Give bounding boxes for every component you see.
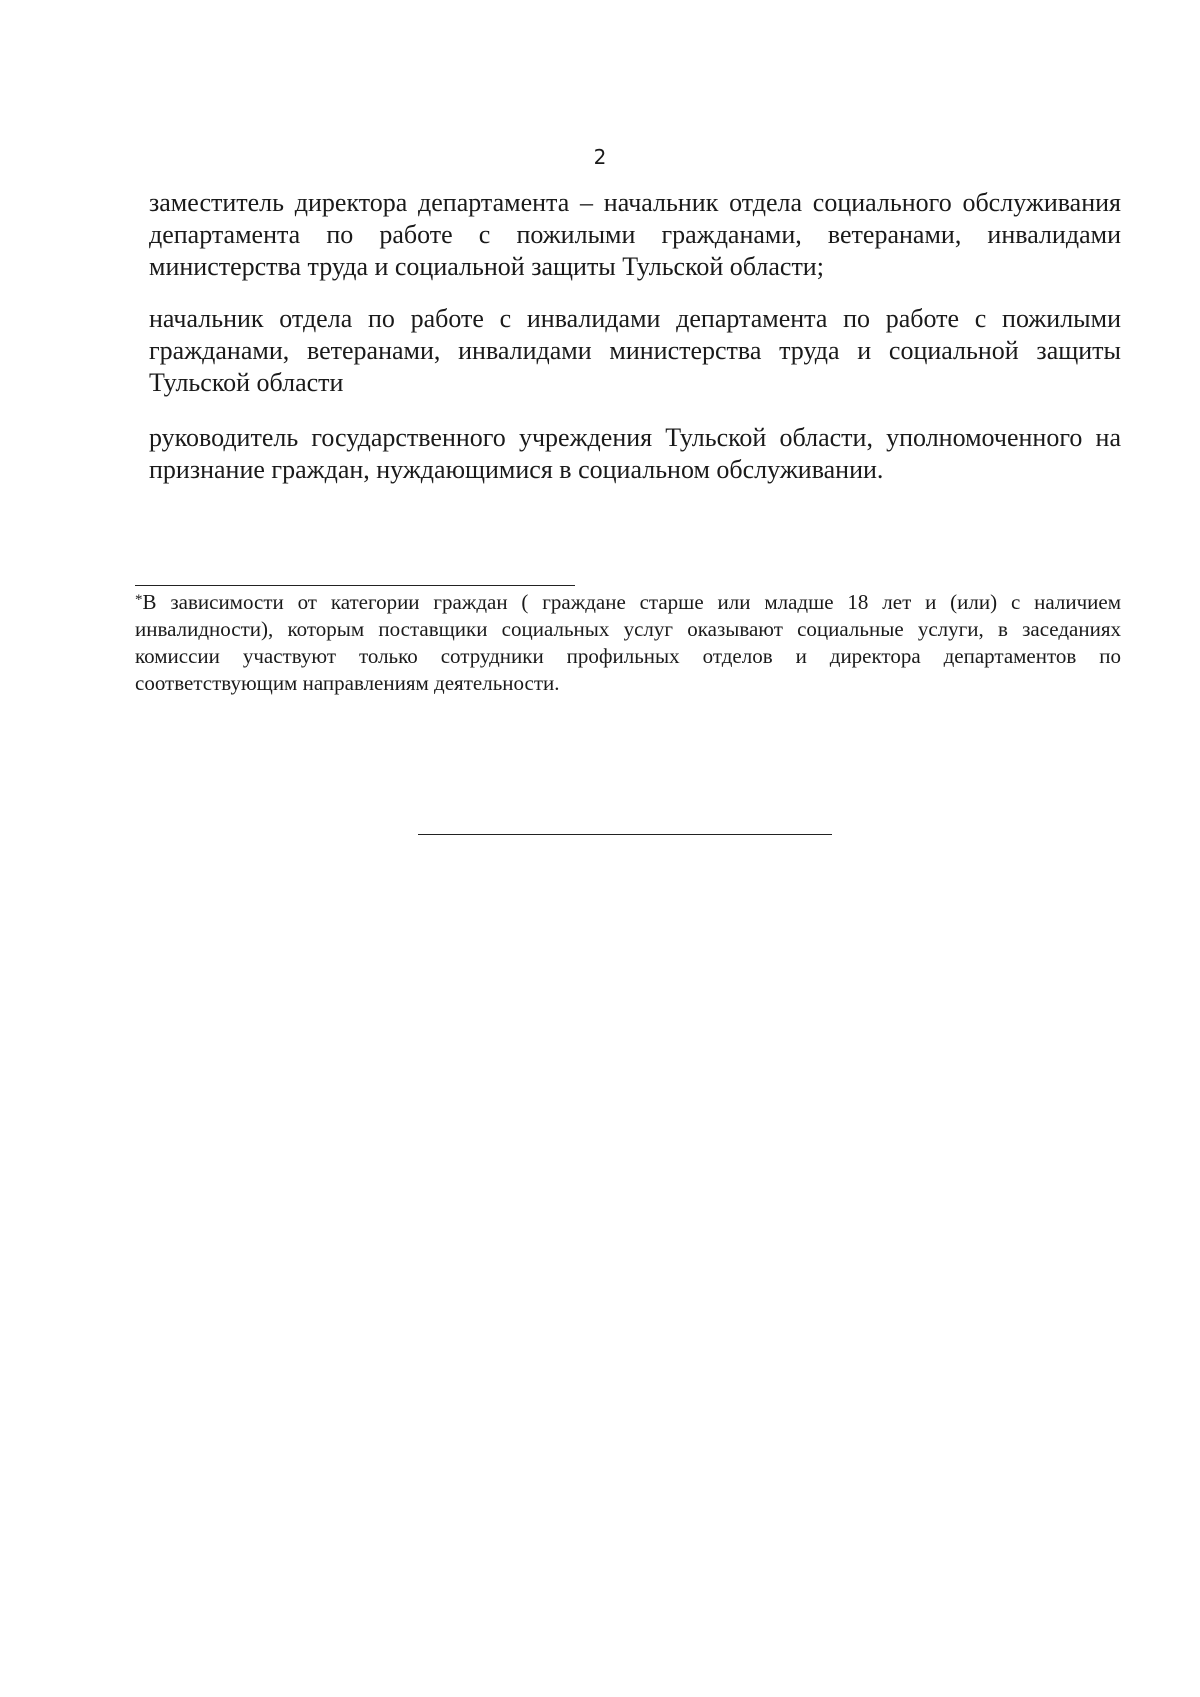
footnote-separator xyxy=(135,585,575,586)
page-number: 2 xyxy=(593,145,607,169)
end-of-document-line xyxy=(418,834,832,835)
paragraph-disability-department-head: начальник отдела по работе с инвалидами департамента по работе с пожилыми гражданами, ветеранами, инвалидами министерства труда и социальной защиты Тульской области xyxy=(149,304,1121,397)
footnote xyxy=(135,587,1121,697)
footnote-mark: * xyxy=(135,592,143,608)
paragraph-institution-head: руководитель государственного учреждения Тульской области, уполномоченного на признание граждан, нуждающимися в социальном обслуживании. xyxy=(149,423,1121,484)
footnote-text: В зависимости от категории граждан ( граждане старше или младше 18 лет и (или) с наличием инвалидности), которым поставщики социальных услуг оказывают социальные услуги, в заседаниях комиссии участвуют только сотрудники профильных отделов и директора департаментов по соответствующим направлениям деятельности. xyxy=(135,590,1121,695)
paragraph-deputy-director: заместитель директора департамента – начальник отдела социального обслуживания департамента по работе с пожилыми гражданами, ветеранами, инвалидами министерства труда и социальной защиты Тульской области; xyxy=(149,188,1121,281)
